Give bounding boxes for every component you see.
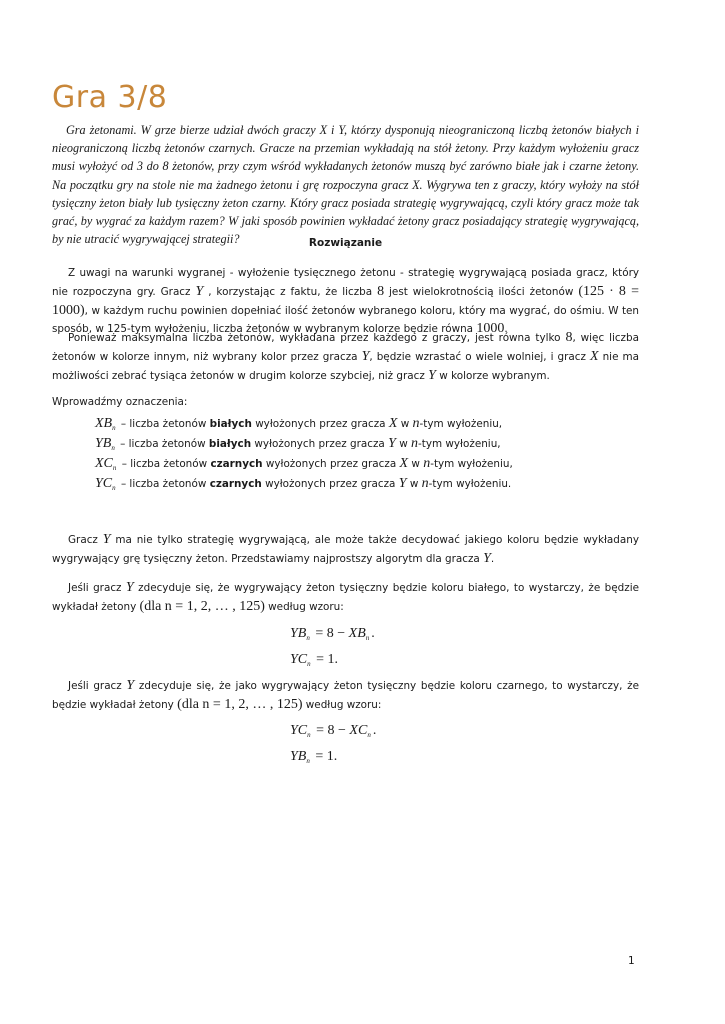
definition-item: $XC_n$ – liczba żetonów czarnych wyłożonych przez gracza X w n-tym wyłożeniu, — [95, 456, 513, 472]
formula-line: $YC_n = 8 - XC_n$ . — [290, 723, 377, 739]
definition-item: $XB_n$ – liczba żetonów białych wyłożonych przez gracza X w n-tym wyłożeniu, — [95, 416, 503, 432]
page-title: Gra 3/8 — [52, 80, 168, 115]
solution-paragraph-4: Jeśli gracz Y zdecyduje się, że wygrywający żeton tysięczny będzie koloru białego, to wystarczy, że będzie wykładał żetony (dla n = 1, 2, … , 125) według wzoru: — [52, 580, 639, 614]
definition-item: $YB_n$ – liczba żetonów białych wyłożonych przez gracza Y w n-tym wyłożeniu, — [95, 436, 501, 452]
definition-item: $YC_n$ – liczba żetonów czarnych wyłożonych przez gracza Y w n-tym wyłożeniu. — [95, 476, 512, 492]
formula-line: $YC_n = 1$. — [290, 652, 339, 668]
page-number: 1 — [628, 955, 635, 967]
definitions-list — [95, 414, 635, 494]
formula-line: $YB_n = 8 - XB_n$ . — [290, 626, 375, 642]
formula-line: $YB_n = 1$. — [290, 749, 338, 765]
solution-paragraph-5: Jeśli gracz Y zdecyduje się, że jako wygrywający żeton tysięczny będzie koloru czarnego, to wystarczy, że będzie wykładał żetony (dla n = 1, 2, … , 125) według wzoru: — [52, 678, 639, 712]
solution-paragraph-3: Gracz Y ma nie tylko strategię wygrywającą, ale może także decydować jakiego koloru będzie wykładany wygrywający grę tysięczny żeton. Przedstawiamy najprostszy algorytm dla gracza Y. — [52, 532, 639, 566]
formula-black — [290, 720, 590, 772]
solution-heading: Rozwiązanie — [308, 237, 383, 249]
solution-paragraph-1: Z uwagi na warunki wygranej - wyłożenie tysięcznego żetonu - strategię wygrywającą posiada gracz, który nie rozpoczyna gry. Gracz Y , korzystając z faktu, że liczba 8 jest wielokrotnością ilości żetonów (125 · 8 = 1000), w każdym ruchu powinien dopełniać ilość żetonów wybranego koloru, który ma wygrać, do ośmiu. W ten sposób, w 125-tym wyłożeniu, liczba żetonów w wybranym kolorze będzie równa 1000. — [52, 267, 639, 337]
formula-white — [290, 623, 590, 675]
notation-intro: Wprowadźmy oznaczenia: — [52, 396, 188, 408]
solution-paragraph-2: Ponieważ maksymalna liczba żetonów, wykładana przez każdego z graczy, jest równa tylko 8, więc liczba żetonów w kolorze innym, niż wybrany kolor przez gracza Y, będzie wzrastać o wiele wolniej, i gracz X nie ma możliwości zebrać tysiąca żetonów w drugim kolorze szybciej, niż gracz Y w kolorze wybranym. — [52, 330, 639, 383]
problem-statement: Gra żetonami. W grze bierze udział dwóch graczy X i Y, którzy dysponują nieograniczoną liczbą żetonów białych i nieograniczoną liczbą żetonów czarnych. Gracze na przemian wykładają na stół żetony. Przy każdym wyłożeniu gracz musi wyłożyć od 3 do 8 żetonów, przy czym wśród wykładanych żetonów muszą być zarówno białe jak i czarne żetony. Na początku gry na stole nie ma żadnego żetonu i grę rozpoczyna gracz X. Wygrywa ten z graczy, który wyłoży na stół tysięczny żeton biały lub tysięczny żeton czarny. Który gracz posiada strategię wygrywającą, czyli który gracz może tak grać, by wygrać za każdym razem? W jaki sposób powinien wykładać żetony gracz posiadający strategię wygrywającą, by nie utracić wygrywającej strategii? — [52, 123, 639, 247]
